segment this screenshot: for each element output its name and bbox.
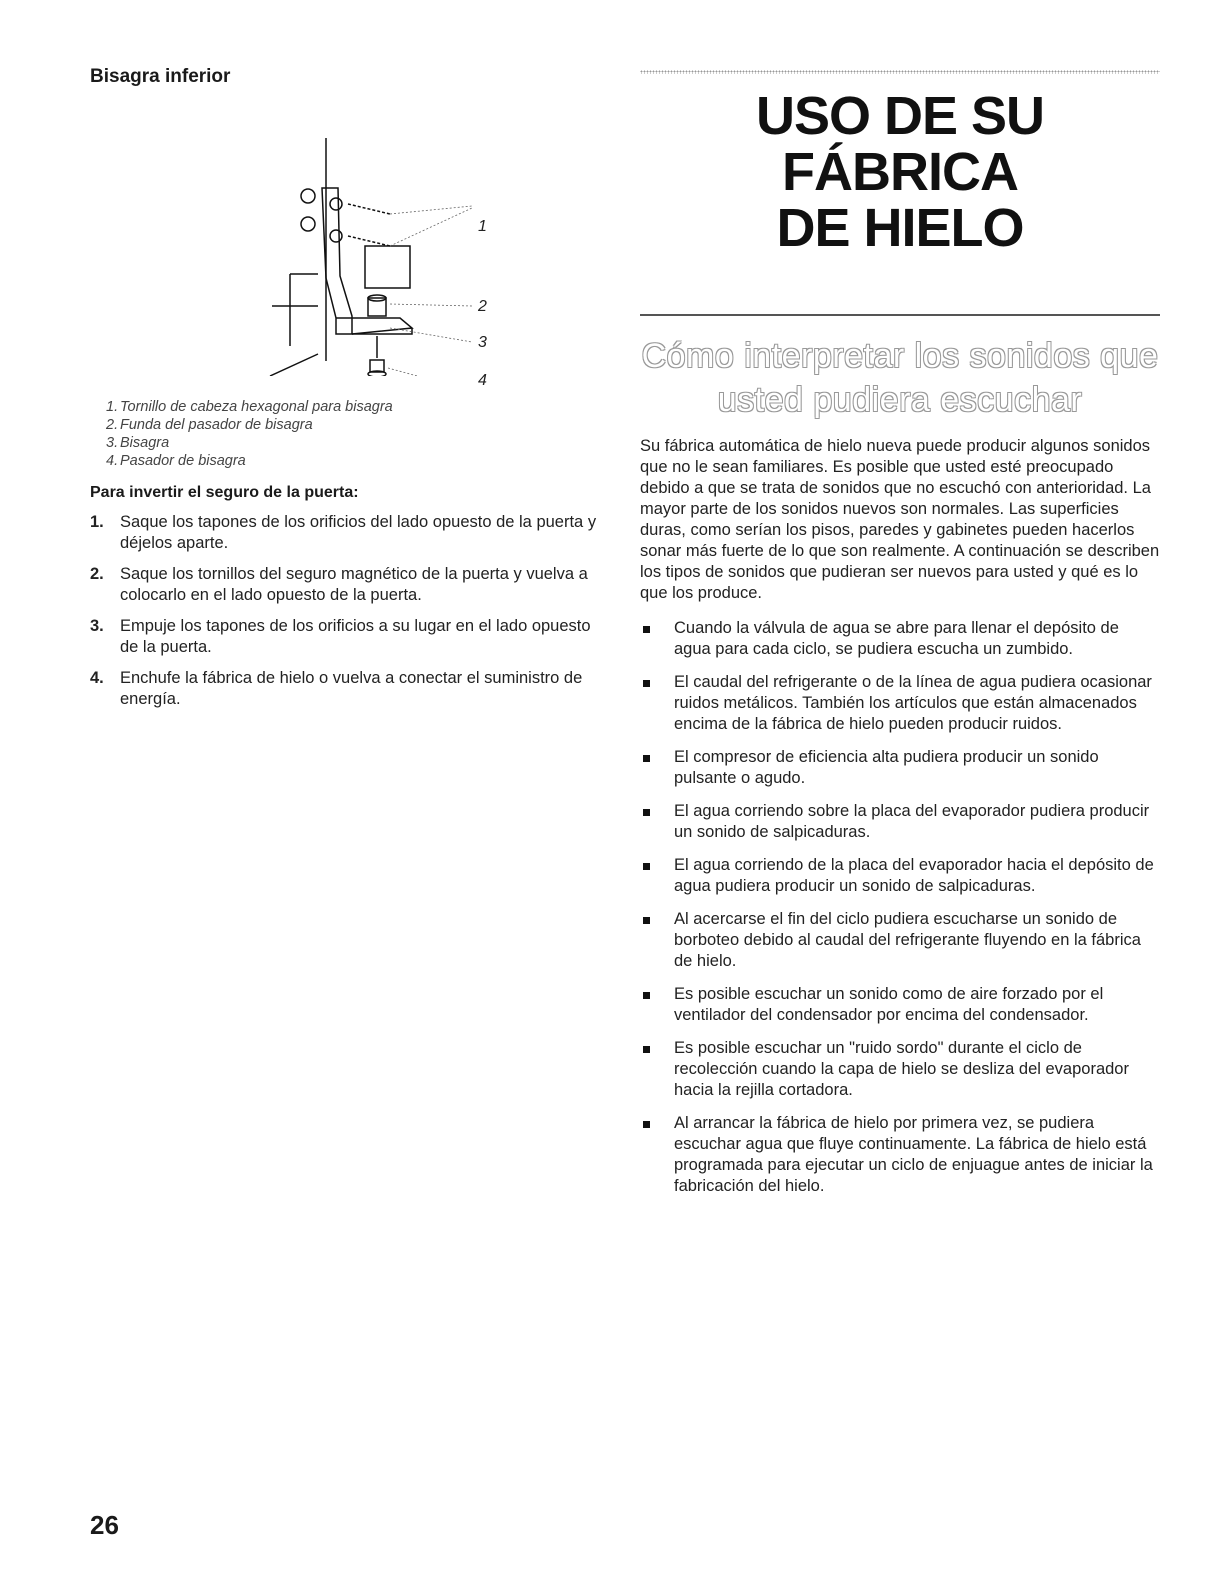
callout-4: 4: [478, 372, 487, 389]
sounds-list: [640, 618, 1160, 1197]
step-item: [90, 512, 610, 554]
step-item: [90, 668, 610, 710]
legend-number: 4.: [106, 453, 119, 469]
callout-3: 3: [478, 334, 487, 351]
left-column: [90, 62, 610, 720]
legend-item: [90, 452, 610, 470]
legend-text: Bisagra: [120, 435, 170, 451]
step-number: 4.: [90, 669, 104, 687]
page-title: [640, 88, 1160, 256]
title-divider: [640, 314, 1160, 316]
callout-1: 1: [478, 218, 487, 235]
right-column: [640, 62, 1160, 1209]
legend-text: Tornillo de cabeza hexagonal para bisagra: [120, 399, 393, 415]
sound-item: Al acercarse el fin del ciclo pudiera escucharse un sonido de borboteo debido al caudal del refrigerante fluyendo en la fábrica de hielo.: [640, 909, 1160, 972]
figure-legend: [90, 398, 610, 470]
callout-2: 2: [478, 298, 487, 315]
sound-item: Es posible escuchar un sonido como de aire forzado por el ventilador del condensador por encima del condensador.: [640, 984, 1160, 1026]
legend-item: [90, 416, 610, 434]
page-number: 26: [90, 1510, 119, 1540]
door-latch-subheading: Para invertir el seguro de la puerta:: [90, 484, 359, 501]
legend-number: 2.: [106, 417, 119, 433]
sound-item: Al arrancar la fábrica de hielo por primera vez, se pudiera escuchar agua que fluye continuamente. La fábrica de hielo está programada para ejecutar un ciclo de enjuague antes de iniciar la fabricación del hielo.: [640, 1113, 1160, 1197]
legend-item: [90, 398, 610, 416]
step-item: [90, 616, 610, 658]
step-number: 2.: [90, 565, 104, 583]
hinge-illustration: [90, 96, 610, 376]
legend-item: [90, 434, 610, 452]
step-text: Enchufe la fábrica de hielo o vuelva a conectar el suministro de energía.: [120, 669, 583, 708]
sound-item: El caudal del refrigerante o de la línea de agua pudiera ocasionar ruidos metálicos. También los artículos que están almacenados encima de la fábrica de hielo pueden producir ruidos.: [640, 672, 1160, 735]
step-item: [90, 564, 610, 606]
sound-item: El compresor de eficiencia alta pudiera producir un sonido pulsante o agudo.: [640, 747, 1160, 789]
legend-number: 1.: [106, 399, 119, 415]
step-number: 3.: [90, 617, 104, 635]
legend-number: 3.: [106, 435, 119, 451]
subtitle-line-2: usted pudiera escuchar: [717, 380, 1083, 419]
title-line-2: DE HIELO: [776, 198, 1024, 258]
legend-text: Funda del pasador de bisagra: [120, 417, 313, 433]
intro-paragraph: Su fábrica automática de hielo nueva puede producir algunos sonidos que no le sean familiares. Es posible que usted esté preocupado debido a que se trata de sonidos que no escuchó con anterioridad. La mayor parte de los sonidos nuevos son normales. Las superficies duras, como serían los pisos, paredes y gabinetes pueden hacerlos sonar más fuerte de lo que son realmente. A continuación se describen los tipos de sonidos que pudieran ser nuevos para usted y qué es lo que los produce.: [640, 436, 1160, 602]
dotted-rule: [640, 70, 1160, 74]
sound-item: Es posible escuchar un "ruido sordo" durante el ciclo de recolección cuando la capa de hielo se desliza del evaporador hacia la rejilla cortadora.: [640, 1038, 1160, 1101]
section-heading: Bisagra inferior: [90, 66, 231, 87]
sound-item: El agua corriendo de la placa del evaporador hacia el depósito de agua pudiera producir un sonido de salpicaduras.: [640, 855, 1160, 897]
sound-item: El agua corriendo sobre la placa del evaporador pudiera producir un sonido de salpicaduras.: [640, 801, 1160, 843]
legend-text: Pasador de bisagra: [120, 453, 246, 469]
subtitle-line-1: Cómo interpretar los sonidos que: [641, 336, 1159, 375]
steps-list: [90, 512, 610, 710]
section-subtitle: [640, 334, 1160, 422]
step-text: Saque los tapones de los orificios del lado opuesto de la puerta y déjelos aparte.: [120, 513, 597, 552]
sound-item: Cuando la válvula de agua se abre para llenar el depósito de agua para cada ciclo, se pudiera escucha un zumbido.: [640, 618, 1160, 660]
title-line-1: USO DE SU FÁBRICA: [755, 86, 1045, 202]
step-text: Empuje los tapones de los orificios a su lugar en el lado opuesto de la puerta.: [120, 617, 591, 656]
step-text: Saque los tornillos del seguro magnético de la puerta y vuelva a colocarlo en el lado opuesto de la puerta.: [120, 565, 588, 604]
step-number: 1.: [90, 513, 104, 531]
hinge-diagram: [90, 96, 610, 376]
